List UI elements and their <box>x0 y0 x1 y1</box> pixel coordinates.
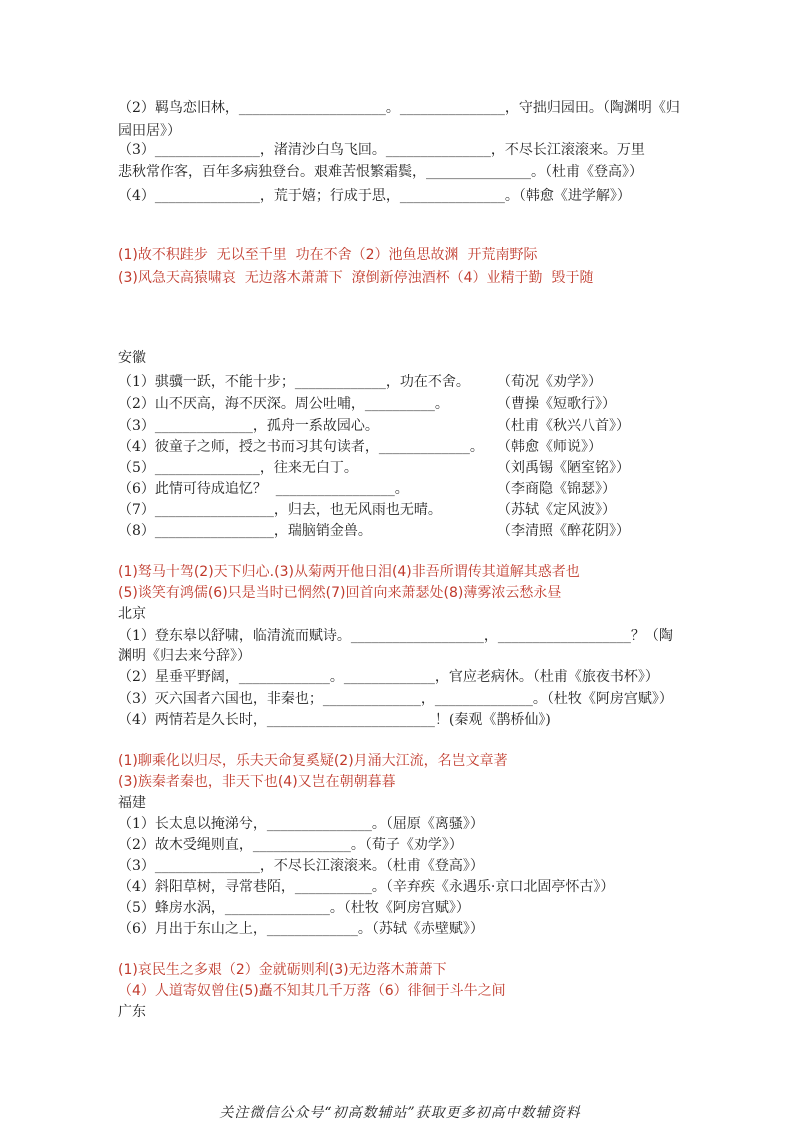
question-line: （4）彼童子之师，授之书而习其句读者，_____________。 <box>118 439 484 455</box>
question-line: （2）山不厌高，海不厌深。周公吐哺，__________。 <box>118 396 449 412</box>
answer-line: (3)风急天高猿啸哀 无边落木萧萧下 潦倒新停浊酒杯（4）业精于勤 毁于随 <box>118 270 594 286</box>
text-line: （4）斜阳草树，寻常巷陌，___________。（辛弃疾《永遇乐·京口北固亭怀古》） <box>118 879 615 895</box>
question-line: （8）_________________，瑞脑销金兽。 <box>118 523 372 539</box>
section-title-anhui: 安徽 <box>118 350 146 366</box>
answer-line: (1)故不积跬步 无以至千里 功在不舍（2）池鱼思故渊 开荒南野际 <box>118 247 538 263</box>
text-line: 园田居》） <box>118 123 181 139</box>
text-line: 悲秋常作客，百年多病独登台。艰难苦恨繁霜鬓，_______________。（杜甫《登高》） <box>118 164 643 180</box>
question-source: （李商隐《锦瑟》） <box>497 481 616 497</box>
question-line: （3）______________，孤舟一系故园心。 <box>118 418 379 434</box>
question-line: （5）_______________，往来无白丁。 <box>118 460 358 476</box>
text-line: （2）星垂平野阔，_____________。_____________，官应老病休。（杜甫《旅夜书杯》） <box>118 669 659 685</box>
text-line: （4）_______________，荒于嬉；行成于思，_______________。（韩愈《进学解》） <box>118 188 631 204</box>
text-line: （6）月出于东山之上，_____________。（苏轼《赤壁赋》） <box>118 921 484 937</box>
section-title-beijing: 北京 <box>118 606 146 622</box>
answer-line: （4）人道寄奴曾住(5)矗不知其几千万落（6）徘徊于斗牛之间 <box>118 983 506 999</box>
text-line: （3）_______________，不尽长江滚滚来。（杜甫《登高》） <box>118 858 484 874</box>
question-source: （荀况《劝学》） <box>497 374 602 390</box>
text-line: （3）_______________，渚清沙白鸟飞回。_______________，不尽长江滚滚来。万里 <box>118 142 645 158</box>
question-source: （曹操《短歌行》） <box>497 396 616 412</box>
text-line: （2）故木受绳则直，______________。（荀子《劝学》） <box>118 837 463 853</box>
answer-line: (1)聊乘化以归尽，乐夫天命复奚疑(2)月涌大江流，名岂文章著 <box>118 753 508 769</box>
answer-line: (5)谈笑有鸿儒(6)只是当时已惘然(7)回首向来萧瑟处(8)薄雾浓云愁永昼 <box>118 585 562 601</box>
question-source: （苏轼《定风波》） <box>497 502 616 518</box>
text-line: （2）羁鸟恋旧林，_____________________。_______________，守拙归园田。（陶渊明《归 <box>118 100 680 116</box>
text-line: （3）灭六国者六国也，非秦也；______________，______________。（杜牧《阿房宫赋》） <box>118 691 673 707</box>
question-source: （刘禹锡《陋室铭》） <box>497 460 630 476</box>
answer-line: (1)哀民生之多艰（2）金就砺则利(3)无边落木萧萧下 <box>118 962 447 978</box>
text-line: （1）登东皋以舒啸，临清流而赋诗。___________________，___________________？（陶 <box>118 628 673 644</box>
text-line: （4）两情若是久长时，________________________！(秦观《鹊桥仙》) <box>118 712 551 728</box>
answer-line: (1)驽马十驾(2)天下归心.(3)从菊两开他日泪(4)非吾所谓传其道解其惑者也 <box>118 564 580 580</box>
text-line: 渊明《归去来兮辞》） <box>118 648 251 664</box>
question-source: （韩愈《师说》） <box>497 439 602 455</box>
text-line: （1）长太息以掩涕兮，_______________。（屈原《离骚》） <box>118 816 484 832</box>
question-line: （1）骐骥一跃，不能十步；_____________，功在不舍。 <box>118 374 470 390</box>
section-title-guangdong: 广东 <box>118 1004 146 1020</box>
question-source: （杜甫《秋兴八首》） <box>497 418 630 434</box>
question-line: （7）_________________，归去，也无风雨也无晴。 <box>118 502 442 518</box>
text-line: （5）蜂房水涡，_______________。（杜牧《阿房宫赋》） <box>118 900 470 916</box>
section-title-fujian: 福建 <box>118 795 146 811</box>
question-line: （6）此情可待成追忆？ _________________。 <box>118 481 409 497</box>
page-footer: 关注微信公众号“初高数辅站”获取更多初高中数辅资料 <box>219 1105 581 1121</box>
answer-line: (3)族秦者秦也，非天下也(4)又岂在朝朝暮暮 <box>118 774 396 790</box>
question-source: （李清照《醉花阴》） <box>497 523 630 539</box>
